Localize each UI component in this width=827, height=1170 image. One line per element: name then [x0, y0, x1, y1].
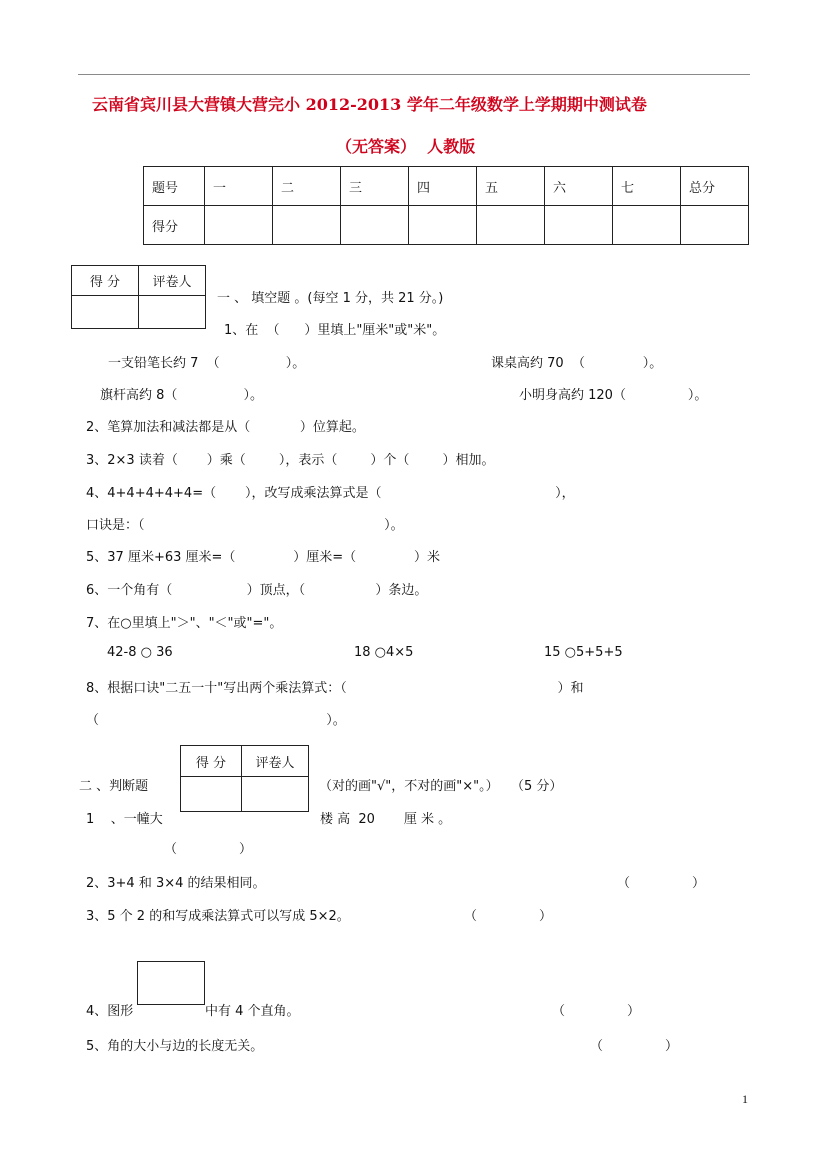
score-header-cell: 四	[409, 167, 477, 206]
section1-heading: 一 、 填空题 。(每空 1 分，共 21 分。)	[217, 291, 444, 306]
grader-name-blank[interactable]	[242, 777, 309, 812]
judge-question-1a: 1 、一幢大	[86, 812, 163, 827]
question-7b: 18 ○4×5	[354, 645, 414, 660]
rectangle-figure	[137, 961, 205, 1005]
question-8a: 8、根据口诀"二五一十"写出两个乘法算式：（ ）和	[86, 681, 584, 696]
judge-answer-3[interactable]: （ ）	[464, 909, 552, 924]
judge-question-2: 2、3+4 和 3×4 的结果相同。	[86, 876, 266, 891]
grader-score-blank[interactable]	[72, 296, 139, 329]
judge-question-4a: 4、图形	[86, 1004, 134, 1019]
score-header-cell: 三	[341, 167, 409, 206]
section1-grader-box	[71, 265, 206, 329]
judge-question-1b: 楼 高 20 厘 米 。	[320, 812, 452, 827]
judge-answer-5[interactable]: （ ）	[590, 1039, 678, 1054]
score-blank-cell[interactable]	[273, 206, 341, 245]
grader-name-label: 评卷人	[242, 746, 309, 777]
score-blank-cell[interactable]	[613, 206, 681, 245]
section2-instruction: （对的画"√"，不对的画"×"。） （5 分）	[319, 779, 563, 794]
question-7a: 42-8 ○ 36	[107, 645, 173, 660]
score-blank-cell[interactable]	[681, 206, 749, 245]
judge-question-4b: 中有 4 个直角。	[205, 1004, 300, 1019]
score-row-label: 得分	[144, 206, 205, 245]
grader-score-label: 得 分	[72, 266, 139, 296]
score-blank-cell[interactable]	[477, 206, 545, 245]
judge-answer-2[interactable]: （ ）	[617, 876, 705, 891]
judge-question-5: 5、角的大小与边的长度无关。	[86, 1039, 264, 1054]
grader-name-label: 评卷人	[139, 266, 206, 296]
header-rule	[78, 74, 750, 75]
section2-grader-box	[180, 745, 309, 812]
question-1: 1、在 （ ）里填上"厘米"或"米"。	[224, 323, 446, 338]
score-blank-cell[interactable]	[409, 206, 477, 245]
grader-name-blank[interactable]	[139, 296, 206, 329]
question-7c: 15 ○5+5+5	[544, 645, 623, 660]
question-1b: 课桌高约 70 （ ）。	[491, 356, 663, 371]
question-6: 6、一个角有（ ）顶点，（ ）条边。	[86, 583, 428, 598]
question-2: 2、笔算加法和减法都是从（ ）位算起。	[86, 420, 365, 435]
score-blank-cell[interactable]	[341, 206, 409, 245]
grader-score-blank[interactable]	[181, 777, 242, 812]
score-blank-cell[interactable]	[205, 206, 273, 245]
score-blank-cell[interactable]	[545, 206, 613, 245]
grader-score-label: 得 分	[181, 746, 242, 777]
judge-answer-1[interactable]: （ ）	[164, 842, 252, 857]
judge-question-3: 3、5 个 2 的和写成乘法算式可以写成 5×2。	[86, 909, 350, 924]
page-number: 1	[742, 1092, 748, 1106]
title-line-1: 云南省宾川县大营镇大营完小 2012-2013 学年二年级数学上学期期中测试卷	[92, 95, 647, 114]
judge-answer-4[interactable]: （ ）	[552, 1004, 640, 1019]
score-table	[143, 166, 749, 245]
score-header-cell: 六	[545, 167, 613, 206]
question-4a: 4、4+4+4+4+4=（ ），改写成乘法算式是（ ），	[86, 486, 575, 501]
score-header-cell: 七	[613, 167, 681, 206]
question-8b: （ ）。	[86, 713, 346, 728]
question-4b: 口诀是：（ ）。	[86, 518, 404, 533]
score-header-cell: 题号	[144, 167, 205, 206]
score-table-score-row	[144, 206, 749, 245]
score-table-header-row	[144, 167, 749, 206]
score-header-cell: 五	[477, 167, 545, 206]
score-header-cell: 总分	[681, 167, 749, 206]
question-1d: 小明身高约 120（ ）。	[519, 388, 708, 403]
score-header-cell: 一	[205, 167, 273, 206]
question-1c: 旗杆高约 8（ ）。	[100, 388, 264, 403]
score-header-cell: 二	[273, 167, 341, 206]
question-7: 7、在○里填上"＞"、"＜"或"="。	[86, 616, 283, 631]
section2-heading: 二 、判断题	[79, 779, 149, 794]
title-line-2: （无答案） 人教版	[336, 137, 476, 156]
question-1a: 一支铅笔长约 7 （ ）。	[108, 356, 306, 371]
question-3: 3、2×3 读着（ ）乘（ ），表示（ ）个（ ）相加。	[86, 453, 495, 468]
question-5: 5、37 厘米+63 厘米=（ ）厘米=（ ）米	[86, 550, 441, 565]
